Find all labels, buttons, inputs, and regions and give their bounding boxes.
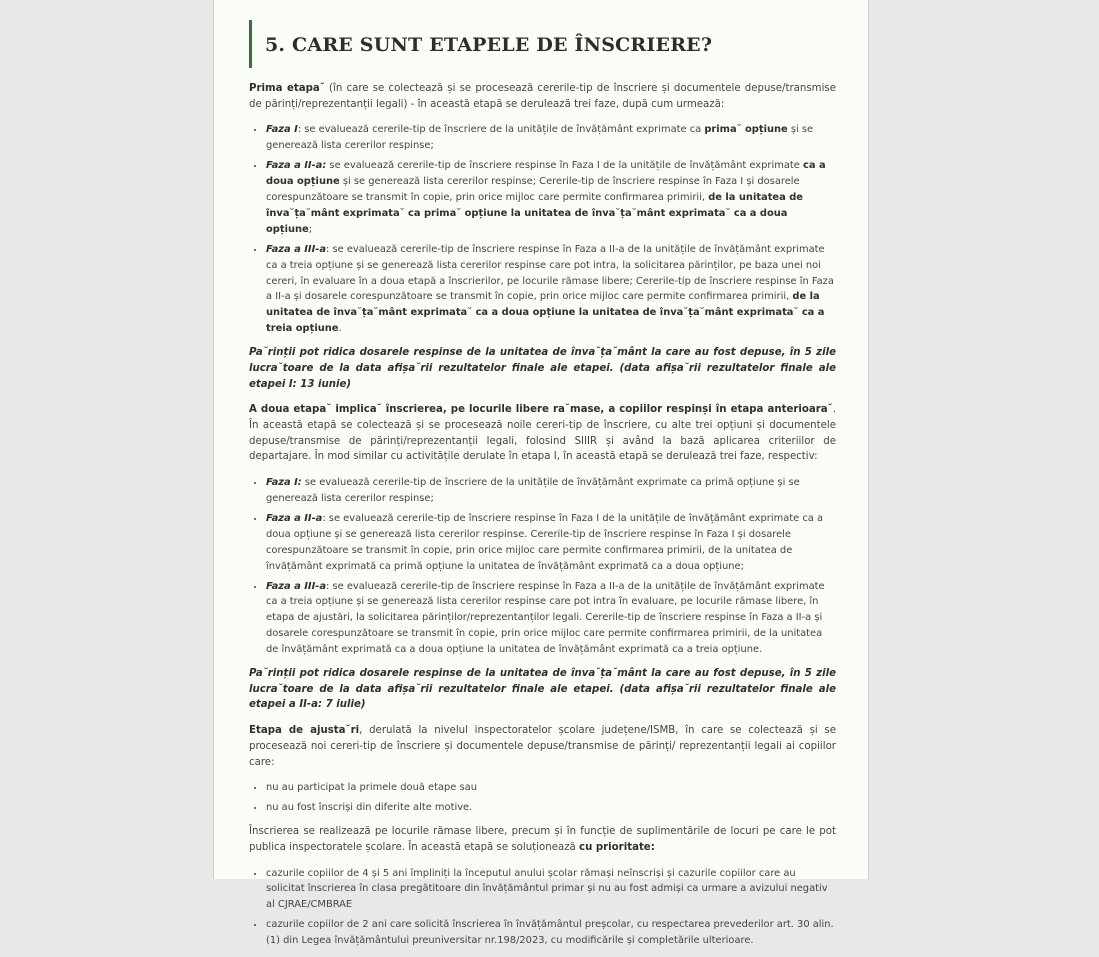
faza-text: și se generează lista cererilor respinse; Cererile-tip de înscriere respinse în Faza I și dosarele corespunzătoare se transmit în copie, prin orice mijloc care permite confirmarea primirii, <box>266 176 800 204</box>
ajustari-p2-bold: cu prioritate: <box>579 841 655 853</box>
etapa2-faza1 <box>265 475 836 507</box>
ajustari-p2-text: Înscrierea se realizează pe locurile rămase libere, precum și în funcție de suplimentările de locuri pe care le pot publica inspectoratele școlare. În această etapă se soluționează <box>249 826 836 853</box>
etapa1-intro <box>249 81 836 112</box>
faza-text: ; <box>308 223 313 235</box>
faza-bold: de la unitatea de înva˘ța˘mânt exprimata˘ ca prima˘ opțiune la unitatea de înva˘ța˘mânt exprimata˘ ca a doua opțiune <box>266 192 803 235</box>
faza-label: Faza a III-a <box>266 243 327 255</box>
faza-text: : se evaluează cererile-tip de înscriere respinse în Faza a II-a de la unitățile de învățământ exprimate ca a treia opțiune și se generează lista cererilor respinse care pot intra în evaluare, pe locurile rămase libere, în etapa de ajustări, la solicitarea părinților/reprezentanților legali. Cererile-tip de înscriere respinse în Faza a II-a și dosarele corespunzătoare se transmit în copie, prin orice mijloc care permite confirmarea primirii, de la unitatea de învățământ exprimată ca a doua opțiune la unitatea de învățământ exprimată ca a treia opțiune. <box>266 580 825 656</box>
faza-text: : se evaluează cererile-tip de înscriere respinse în Faza a II-a de la unitățile de învățământ exprimate ca a treia opțiune și se generează lista cererilor respinse care pot intra, la solicitarea părinților, pe baza unei noi cereri, în evaluare în a doua etapă a înscrierilor, pe locurile rămase libere; Cererile-tip de înscriere respinse în Faza a II-a și dosarele corespunzătoare se transmit în copie, prin orice mijloc care permite confirmarea primirii, <box>266 243 834 303</box>
ajustari-intro-text: , derulată la nivelul inspectoratelor școlare județene/ISMB, în care se colectează și se procesează noi cereri-tip de înscriere și documentele depuse/transmise de părinți/ reprezentanții legali ai copiilor care: <box>249 725 836 768</box>
etapa2-intro-bold: A doua etapa˘ implica˘ înscrierea, pe locurile libere ra˘mase, a copiilor respinși în etapa anterioara˘ <box>249 404 833 416</box>
document-page <box>213 0 869 947</box>
section-heading: 5. CARE SUNT ETAPELE DE ÎNSCRIERE? <box>249 20 836 68</box>
prioritati-list <box>249 866 836 950</box>
etapa2-intro-text: . În această etapă se colectează și se procesează noile cereri-tip de înscriere, cu alte trei opțiuni și documentele depuse/transmise de părinți/reprezentanții legali, folosind SIIIR și având la bază aplicarea criteriilor de departajare. În mod similar cu activitățile derulate în etapa I, în această etapă se derulează trei faze, respectiv: <box>249 404 836 463</box>
faza-text: se evaluează cererile-tip de înscriere de la unitățile de învățământ exprimate ca primă opțiune și se generează lista cererilor respinse; <box>266 477 800 505</box>
ajustari-paragraph <box>249 824 836 855</box>
ajustari-intro <box>249 723 836 770</box>
etapa1-faze-list <box>249 122 836 337</box>
etapa2-faze-list <box>249 475 836 658</box>
etapa2-faza3 <box>265 579 836 659</box>
faza-text: : se evaluează cererile-tip de înscriere de la unitățile de învățământ exprimate ca <box>297 124 705 136</box>
etapa1-faza1 <box>265 122 836 154</box>
faza-label: Faza a II-a <box>266 512 323 524</box>
etapa2-faza2 <box>265 511 836 575</box>
faza-text: : se evaluează cererile-tip de înscriere respinse în Faza I de la unitățile de învățământ exprimate ca a doua opțiune și se generează lista cererilor respinse. Cererile-tip de înscriere respinse în Faza I și dosarele corespunzătoare se transmit în copie, prin orice mijloc care permite confirmarea primirii, de la unitatea de învățământ exprimată ca primă opțiune la unitatea de învățământ exprimată ca a doua opțiune; <box>266 512 824 572</box>
faza-label: Faza I: <box>266 477 302 489</box>
faza-text: . <box>338 323 342 335</box>
ajustari-intro-bold: Etapa de ajusta˘ri <box>249 725 360 737</box>
faza-bold: de la unitatea de înva˘ța˘mânt exprimata˘ ca a doua opțiune la unitatea de înva˘ța˘mânt exprimata˘ ca a treia opțiune <box>266 291 825 335</box>
etapa1-faza3 <box>265 242 836 337</box>
document-content <box>249 20 836 957</box>
faza-label: Faza I <box>266 124 298 136</box>
list-item: • nu au participat la primele două etape sau <box>265 780 836 796</box>
etapa2-intro <box>249 402 836 465</box>
list-item: • cazurile copiilor de 4 și 5 ani împliniți la începutul anului școlar rămași neînscriși și cazurile copiilor care au solicitat înscrierea în clasa pregătitoare din învățământul primar și nu au fost admiși ca urmare a avizului negativ al CJRAE/CMBRAE <box>265 866 836 914</box>
faza-text: și se generează lista cererilor respinse; <box>266 124 814 152</box>
faza-bold: ca a doua opțiune <box>266 160 826 188</box>
etapa1-intro-bold: Prima etapa˘ <box>249 83 325 94</box>
etapa1-intro-text: (în care se colectează și se procesează cererile-tip de înscriere și documentele depuse/transmise de părinți/reprezentanții legali) - în această etapă se derulează trei faze, după cum urmează: <box>249 83 836 110</box>
list-item: • cazurile copiilor de 2 ani care solicită înscrierea în învățământul preșcolar, cu respectarea prevederilor art. 30 alin. (1) din Legea învățământului preuniversitar nr.198/2023, cu modificările și completările ulterioare. <box>265 917 836 949</box>
faza-text: se evaluează cererile-tip de înscriere respinse în Faza I de la unitățile de învățământ exprimate <box>326 160 803 172</box>
faza-label: Faza a III-a <box>266 580 327 592</box>
etapa2-note: Pa˘rinții pot ridica dosarele respinse de la unitatea de înva˘ța˘mânt la care au fost depuse, în 5 zile lucra˘toare de la data afișa˘rii rezultatelor finale ale etapei. (data afișa˘rii rezultatelor finale ale etapei a II-a: 7 iulie) <box>249 668 836 711</box>
etapa1-faza2 <box>265 158 836 238</box>
list-item: • nu au fost înscriși din diferite alte motive. <box>265 800 836 816</box>
etapa1-note: Pa˘rinții pot ridica dosarele respinse de la unitatea de înva˘ța˘mânt la care au fost depuse, în 5 zile lucra˘toare de la data afișa˘rii rezultatelor finale ale etapei. (data afișa˘rii rezultatelor finale ale etapei I: 13 iunie) <box>249 347 836 390</box>
faza-label: Faza a II-a: <box>266 160 327 172</box>
faza-bold: prima˘ opțiune <box>704 124 788 136</box>
ajustari-list <box>249 780 836 816</box>
